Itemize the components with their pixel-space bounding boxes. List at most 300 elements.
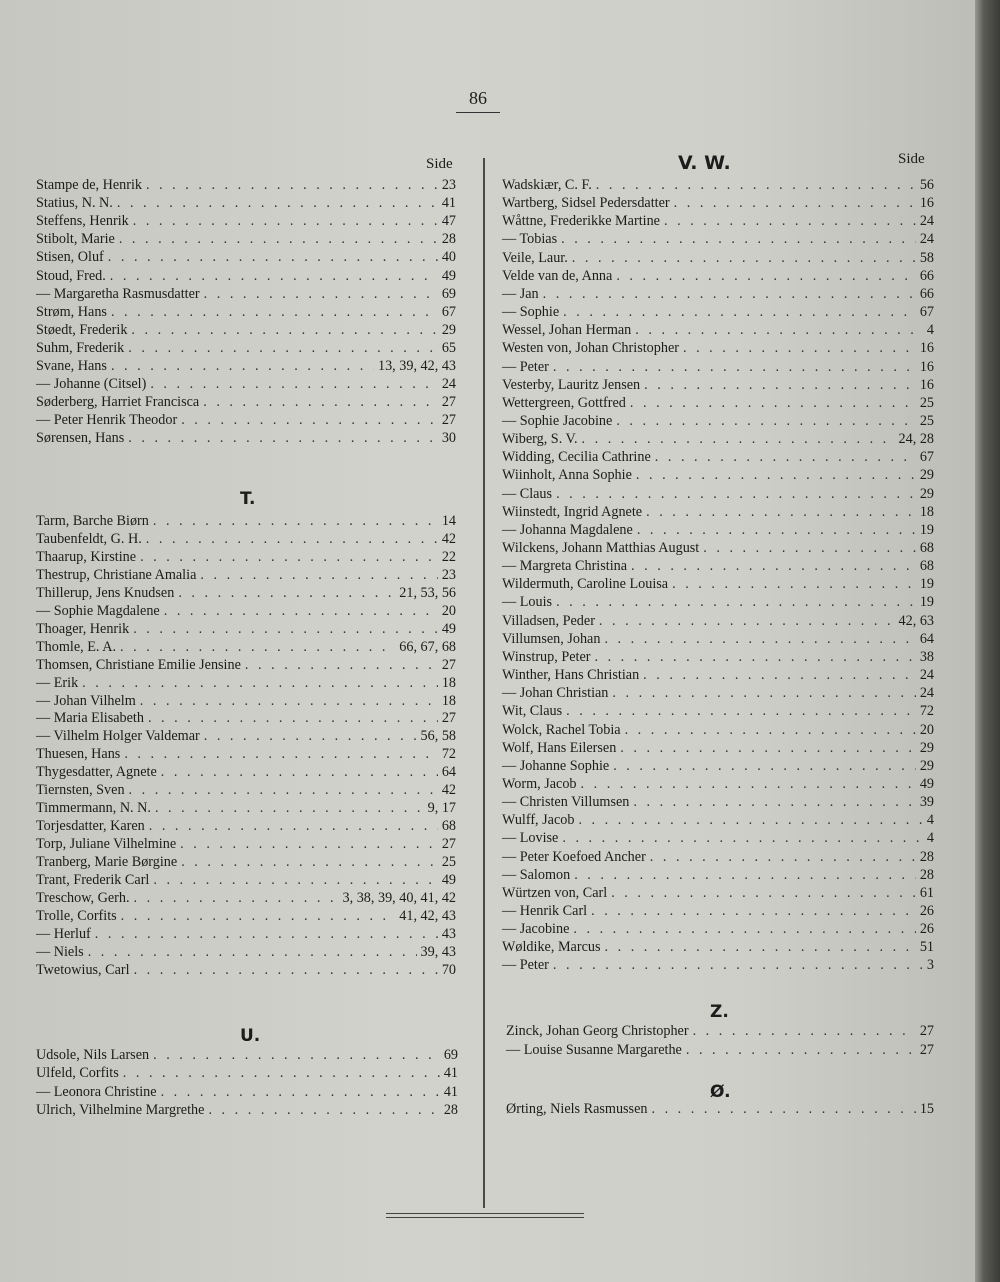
entry-pages: 4 [926, 322, 934, 339]
index-entry [502, 466, 934, 484]
entry-pages: 66, 67, 68 [399, 638, 456, 655]
index-entry [502, 684, 934, 702]
entry-pages: 42, 63 [898, 612, 934, 629]
entry-pages: 49 [441, 267, 456, 284]
dot-leader [553, 358, 916, 376]
entry-pages: 69 [443, 1047, 458, 1063]
index-entry [502, 230, 934, 248]
entry-name: Timmermann, N. N. [36, 800, 151, 817]
index-entry [36, 1064, 458, 1082]
entry-pages: 42 [441, 530, 456, 547]
dot-leader [594, 648, 915, 666]
entry-name: Stisen, Oluf [36, 249, 104, 266]
entry-name: Taubenfeldt, G. H. [36, 530, 142, 547]
dot-leader [581, 775, 916, 793]
entry-pages: 29 [919, 757, 934, 774]
index-entry [502, 212, 934, 230]
index-entry [36, 781, 456, 799]
index-entry [502, 412, 934, 430]
entry-pages: 30 [441, 430, 456, 447]
index-entry [36, 943, 456, 961]
dot-leader [683, 339, 916, 357]
entry-name: Steffens, Henrik [36, 213, 129, 230]
dot-leader [140, 548, 438, 566]
entry-pages: 68 [919, 558, 934, 575]
dot-leader [95, 925, 438, 943]
index-entry [36, 512, 456, 530]
dot-leader [612, 684, 915, 702]
entry-pages: 29 [919, 739, 934, 756]
entry-name: Velde van de, Anna [502, 267, 613, 284]
dot-leader [204, 285, 438, 303]
entry-name: Wartberg, Sidsel Pedersdatter [502, 195, 670, 212]
entry-pages: 28 [441, 231, 456, 248]
dot-leader [651, 1100, 915, 1118]
index-entry [36, 620, 456, 638]
index-entry [502, 648, 934, 666]
dot-leader [563, 303, 916, 321]
entry-pages: 66 [919, 285, 934, 302]
index-entry [36, 212, 456, 230]
index-entry [36, 817, 456, 835]
entry-name: Wiinstedt, Ingrid Agnete [502, 503, 643, 520]
dot-leader [153, 1046, 440, 1064]
entry-pages: 28 [443, 1101, 458, 1118]
bottom-rule-2 [386, 1217, 584, 1218]
entry-pages: 25 [919, 412, 934, 429]
entry-name: Worm, Jacob [502, 775, 577, 792]
index-entry [36, 961, 456, 979]
entry-pages: 20 [919, 721, 934, 738]
dot-leader [178, 584, 395, 602]
entry-pages: 39, 43 [420, 943, 456, 960]
index-entry [36, 763, 456, 781]
dot-leader [111, 303, 438, 321]
entry-pages: 41 [443, 1065, 458, 1082]
index-entry [36, 799, 456, 817]
entry-pages: 29 [919, 467, 934, 484]
index-entry [502, 339, 934, 357]
dot-leader [561, 230, 916, 248]
entry-name: — Sophie Magdalene [36, 602, 160, 619]
dot-leader [146, 530, 438, 548]
entry-pages: 65 [441, 339, 456, 356]
entry-name: Trolle, Corfits [36, 907, 117, 924]
entry-name: Zinck, Johan Georg Christopher [506, 1023, 689, 1039]
entry-name: Søderberg, Harriet Francisca [36, 394, 200, 411]
entry-pages: 24 [441, 376, 456, 393]
dot-leader [110, 267, 438, 285]
dot-leader [604, 630, 915, 648]
entry-name: — Peter [502, 358, 549, 375]
entry-name: Suhm, Frederik [36, 339, 125, 356]
entry-name: — Louise Susanne Margarethe [506, 1041, 682, 1058]
index-entry [502, 557, 934, 575]
bottom-rule-1 [386, 1213, 584, 1214]
entry-name: — Johan Christian [502, 685, 609, 702]
dot-leader [131, 321, 437, 339]
entry-pages: 41, 42, 43 [399, 907, 456, 924]
dot-leader [686, 1041, 916, 1059]
dot-leader [155, 799, 424, 817]
entry-pages: 40 [441, 249, 456, 266]
column-divider [483, 158, 485, 1208]
dot-leader [134, 961, 438, 979]
dot-leader [703, 539, 916, 557]
index-entry [502, 775, 934, 793]
entry-pages: 3 [926, 957, 934, 974]
entry-name: — Sophie Jacobine [502, 412, 613, 429]
dot-leader [128, 429, 438, 447]
index-entry [502, 612, 934, 630]
dot-leader [553, 956, 923, 974]
entry-name: Thillerup, Jens Knudsen [36, 584, 175, 601]
entry-name: Thaarup, Kirstine [36, 548, 137, 565]
dot-leader [562, 829, 923, 847]
entry-pages: 47 [441, 213, 456, 230]
entry-pages: 24 [919, 685, 934, 702]
index-entry [502, 593, 934, 611]
dot-leader [180, 835, 438, 853]
index-entry [502, 267, 934, 285]
dot-leader [650, 848, 916, 866]
entry-pages: 21, 53, 56 [399, 584, 456, 601]
entry-pages: 16 [919, 195, 934, 212]
index-entry [502, 866, 934, 884]
entry-name: — Louis [502, 594, 553, 611]
entry-pages: 41 [441, 195, 456, 212]
entry-name: Wildermuth, Caroline Louisa [502, 576, 669, 593]
entry-name: Thomle, E. A. [36, 638, 116, 655]
dot-leader [82, 674, 438, 692]
dot-leader [543, 285, 916, 303]
entry-pages: 67 [919, 304, 934, 321]
index-entry [502, 902, 934, 920]
entry-name: Veile, Laur. [502, 249, 568, 266]
entry-name: — Johanne (Citsel) [36, 376, 147, 393]
index-entry [506, 1041, 934, 1059]
index-entry [36, 925, 456, 943]
index-entry [36, 727, 456, 745]
entry-name: Winstrup, Peter [502, 648, 591, 665]
entry-name: Villumsen, Johan [502, 630, 601, 647]
dot-leader [596, 176, 916, 194]
dot-leader [203, 393, 438, 411]
index-entry [36, 584, 456, 602]
dot-leader [133, 620, 438, 638]
index-entry [502, 539, 934, 557]
index-entry [502, 757, 934, 775]
dot-leader [153, 871, 437, 889]
section-letter-vw: V. W. [678, 152, 731, 174]
index-entry [36, 674, 456, 692]
entry-name: Thygesdatter, Agnete [36, 764, 157, 781]
entry-name: Wolck, Rachel Tobia [502, 721, 621, 738]
dot-leader [574, 866, 916, 884]
entry-pages: 4 [926, 830, 934, 847]
entry-name: — Henrik Carl [502, 903, 588, 919]
entry-name: Torjesdatter, Karen [36, 818, 145, 835]
dot-leader [582, 430, 895, 448]
dot-leader [613, 757, 916, 775]
entry-name: — Claus [502, 485, 553, 502]
index-entry [36, 321, 456, 339]
entry-name: — Erik [36, 674, 79, 691]
index-entry [502, 358, 934, 376]
index-entry [502, 485, 934, 503]
entry-name: Twetowius, Carl [36, 961, 130, 978]
entry-pages: 27 [441, 394, 456, 411]
index-entry [502, 394, 934, 412]
entry-pages: 56, 58 [420, 728, 456, 745]
entry-pages: 64 [919, 630, 934, 647]
entry-name: Wilckens, Johann Matthias August [502, 540, 700, 556]
entry-pages: 29 [919, 485, 934, 502]
index-entry [36, 548, 456, 566]
dot-leader [164, 602, 438, 620]
entry-name: Westen von, Johan Christopher [502, 340, 679, 357]
dot-leader [119, 230, 438, 248]
dot-leader [134, 889, 339, 907]
entry-name: Thoager, Henrik [36, 620, 130, 637]
entry-name: — Tobias [502, 231, 558, 248]
index-entry [36, 638, 456, 656]
entry-name: Stampe de, Henrik [36, 177, 142, 193]
dot-leader [150, 375, 437, 393]
entry-name: Støedt, Frederik [36, 321, 128, 338]
entry-pages: 67 [919, 449, 934, 466]
entry-pages: 27 [919, 1041, 934, 1058]
index-entry [36, 889, 456, 907]
index-entry [36, 303, 456, 321]
entry-name: Ulfeld, Corfits [36, 1065, 119, 1082]
entry-pages: 43 [441, 925, 456, 942]
entry-name: — Sophie [502, 304, 560, 321]
index-entry [502, 430, 934, 448]
index-entry [502, 575, 934, 593]
entry-name: — Peter Henrik Theodor [36, 412, 178, 429]
entry-pages: 25 [919, 394, 934, 411]
dot-leader [123, 1064, 440, 1082]
index-entry [502, 884, 934, 902]
entry-name: Wiinholt, Anna Sophie [502, 467, 632, 484]
index-entry [36, 1046, 458, 1064]
entry-name: — Jan [502, 285, 539, 302]
entry-name: — Salomon [502, 866, 571, 883]
entry-name: Ørting, Niels Rasmussen [506, 1101, 648, 1117]
entry-pages: 69 [441, 285, 456, 302]
entry-pages: 25 [441, 854, 456, 871]
index-entry [36, 1083, 458, 1101]
dot-leader [121, 907, 396, 925]
page-number-rule [456, 112, 500, 113]
dot-leader [133, 212, 438, 230]
dot-leader [635, 321, 923, 339]
entry-pages: 64 [441, 764, 456, 781]
entry-pages: 4 [926, 812, 934, 829]
entry-name: Trant, Frederik Carl [36, 872, 150, 888]
dot-leader [566, 702, 916, 720]
entry-name: Wulff, Jacob [502, 812, 575, 829]
dot-leader [245, 656, 438, 674]
index-entry [502, 702, 934, 720]
entry-pages: 23 [441, 177, 456, 193]
entry-name: — Niels [36, 943, 84, 960]
index-entry [36, 566, 456, 584]
index-entry [502, 321, 934, 339]
index-entry [502, 194, 934, 212]
dot-leader [108, 248, 438, 266]
entry-name: Villadsen, Peder [502, 612, 595, 629]
entry-pages: 24 [919, 667, 934, 684]
entry-name: Sørensen, Hans [36, 430, 125, 447]
entry-pages: 38 [919, 648, 934, 665]
entry-name: Tranberg, Marie Børgine [36, 854, 178, 871]
dot-leader [605, 938, 916, 956]
entry-name: — Leonora Christine [36, 1083, 157, 1100]
index-entry [502, 829, 934, 847]
dot-leader [88, 943, 417, 961]
index-entry [36, 357, 456, 375]
entry-name: Treschow, Gerh. [36, 889, 130, 906]
dot-leader [611, 884, 916, 902]
entry-name: — Herluf [36, 925, 91, 942]
entry-pages: 61 [919, 884, 934, 901]
index-entry [502, 739, 934, 757]
dot-leader [573, 920, 915, 938]
dot-leader [128, 339, 438, 357]
entry-name: Wiberg, S. V. [502, 431, 578, 448]
entry-name: Tiernsten, Sven [36, 782, 125, 799]
entry-name: Widding, Cecilia Cathrine [502, 449, 651, 466]
index-entry [36, 248, 456, 266]
dot-leader [129, 781, 438, 799]
entry-name: — Peter [502, 957, 549, 974]
right-side-label: Side [898, 151, 925, 167]
dot-leader [124, 745, 437, 763]
entry-pages: 56 [919, 177, 934, 193]
entry-pages: 49 [919, 775, 934, 792]
entry-name: Strøm, Hans [36, 303, 107, 320]
entry-pages: 49 [441, 620, 456, 637]
entry-name: Winther, Hans Christian [502, 667, 640, 684]
dot-leader [631, 557, 916, 575]
dot-leader [630, 394, 916, 412]
entry-pages: 27 [441, 412, 456, 429]
entry-pages: 72 [919, 703, 934, 720]
dot-leader [599, 612, 895, 630]
entry-pages: 72 [441, 746, 456, 763]
index-entry [36, 745, 456, 763]
entry-pages: 22 [441, 548, 456, 565]
dot-leader [556, 485, 916, 503]
entry-pages: 67 [441, 303, 456, 320]
index-entry [502, 848, 934, 866]
index-entry [502, 793, 934, 811]
dot-leader [153, 512, 438, 530]
entry-name: Wadskiær, C. F. [502, 177, 592, 193]
dot-leader [646, 503, 916, 521]
entry-pages: 39 [919, 794, 934, 811]
dot-leader [148, 709, 438, 727]
dot-leader [644, 376, 916, 394]
entry-pages: 70 [441, 961, 456, 978]
index-entry [502, 249, 934, 267]
dot-leader [140, 692, 438, 710]
entry-name: Wettergreen, Gottfred [502, 394, 626, 411]
entry-pages: 51 [919, 939, 934, 956]
index-entry [36, 339, 456, 357]
entry-pages: 3, 38, 39, 40, 41, 42 [342, 889, 456, 906]
dot-leader [578, 811, 922, 829]
dot-leader [117, 194, 438, 212]
entry-pages: 26 [919, 921, 934, 938]
dot-leader [643, 666, 916, 684]
section-letter-t: T. [240, 489, 256, 509]
index-entry [502, 666, 934, 684]
index-entry [502, 920, 934, 938]
index-entry [36, 230, 456, 248]
entry-pages: 16 [919, 340, 934, 357]
dot-leader [625, 721, 916, 739]
entry-name: Würtzen von, Carl [502, 884, 608, 901]
entry-name: Thuesen, Hans [36, 746, 121, 763]
index-entry [36, 267, 456, 285]
index-entry [502, 721, 934, 739]
index-entry [36, 1101, 458, 1119]
entry-name: Wolf, Hans Eilersen [502, 739, 617, 756]
entry-pages: 19 [919, 576, 934, 593]
section-letter-u: U. [240, 1026, 261, 1046]
entry-pages: 68 [919, 540, 934, 556]
entry-name: — Johan Vilhelm [36, 692, 136, 709]
entry-name: Svane, Hans [36, 358, 107, 374]
entry-pages: 19 [919, 521, 934, 538]
index-entry [502, 811, 934, 829]
index-entry [502, 285, 934, 303]
entry-pages: 27 [441, 710, 456, 727]
entry-name: Statius, N. N. [36, 195, 113, 212]
dot-leader [637, 521, 916, 539]
dot-leader [572, 249, 916, 267]
dot-leader [111, 357, 374, 375]
dot-leader [633, 793, 915, 811]
entry-name: — Johanna Magdalene [502, 521, 633, 538]
entry-pages: 42 [441, 782, 456, 799]
entry-pages: 41 [443, 1083, 458, 1100]
left-side-label: Side [426, 156, 453, 172]
entry-pages: 27 [441, 836, 456, 853]
dot-leader [672, 575, 916, 593]
index-entry [36, 709, 456, 727]
entry-name: — Peter Koefoed Ancher [502, 848, 646, 865]
entry-pages: 27 [919, 1023, 934, 1039]
entry-pages: 18 [919, 503, 934, 520]
dot-leader [591, 902, 916, 920]
dot-leader [556, 593, 916, 611]
index-entry [502, 176, 934, 194]
entry-pages: 20 [441, 602, 456, 619]
dot-leader [616, 412, 915, 430]
entry-name: Thomsen, Christiane Emilie Jensine [36, 656, 241, 673]
entry-pages: 49 [441, 872, 456, 888]
section-letter-oe: Ø. [710, 1082, 731, 1102]
entry-pages: 18 [441, 692, 456, 709]
index-entry [502, 938, 934, 956]
index-entry [36, 429, 456, 447]
index-entry [502, 630, 934, 648]
index-entry [506, 1100, 934, 1118]
